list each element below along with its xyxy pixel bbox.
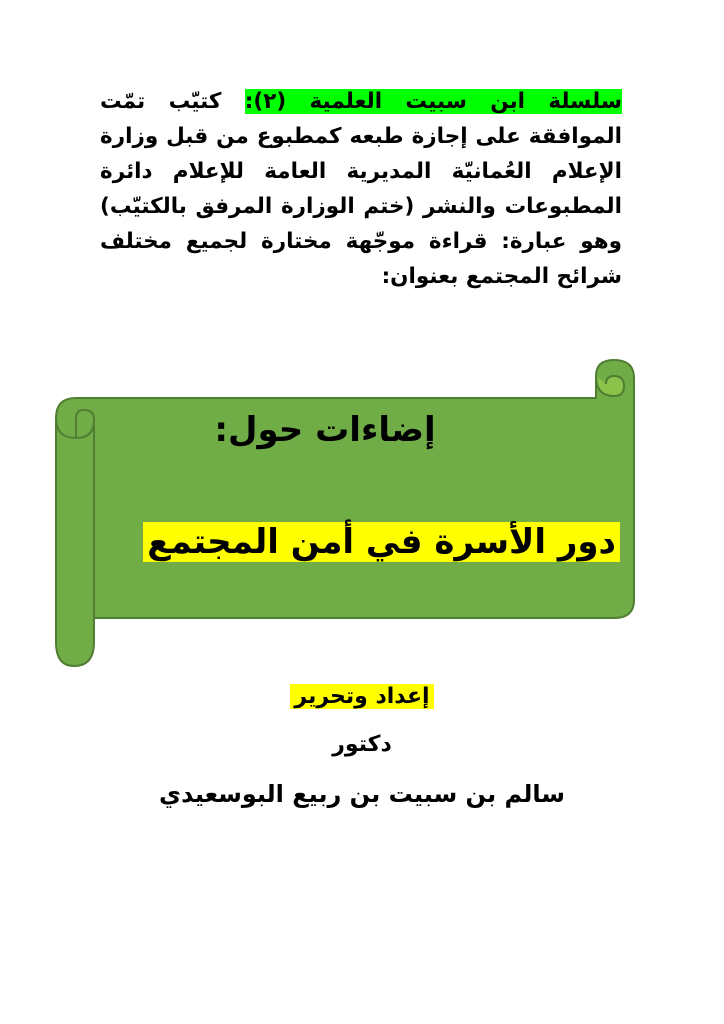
- author-name: سالم بن سبيت بن ربيع البوسعيدي: [159, 780, 565, 808]
- scroll-subtitle: [110, 522, 620, 562]
- credit-role-highlight: إعداد وتحرير: [290, 684, 433, 709]
- subtitle-highlight: دور الأسرة في أمن المجتمع: [143, 522, 620, 562]
- scroll-title: إضاءات حول:: [214, 410, 436, 450]
- credit-academic-title: دكتور: [332, 732, 392, 757]
- intro-text: كتيّب تمّت الموافقة على إجازة طبعه كمطبوع من قبل وزارة الإعلام العُمانيّة المديرية العامة للإعلام دائرة المطبوعات والنشر (ختم الوزارة المرفق بالكتيّب) وهو عبارة: قراءة موجّهة مختارة لجميع مختلف شرائح المجتمع بعنوان:: [100, 89, 622, 289]
- credit-role: [0, 684, 724, 709]
- series-title-highlight: سلسلة ابن سبيت العلمية (٢):: [244, 89, 622, 114]
